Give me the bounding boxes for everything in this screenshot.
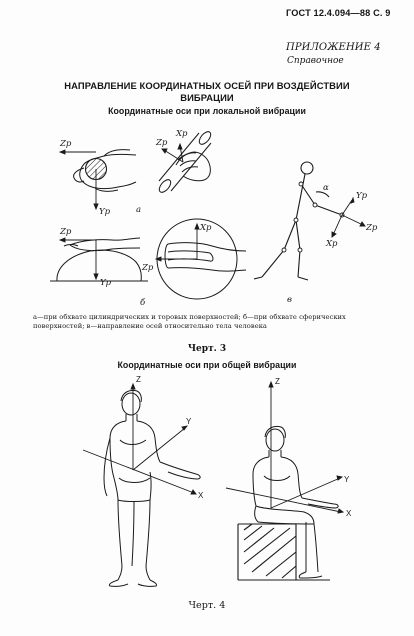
label-b: б: [140, 298, 146, 308]
label-zp-a1: Zр: [60, 139, 72, 149]
label-alpha: α: [323, 183, 329, 193]
label-x-standing: X: [198, 491, 204, 500]
label-zp-v: Zр: [366, 223, 378, 233]
figure-4-seated-axes: [226, 382, 343, 513]
label-zp-a2: Zр: [156, 138, 168, 148]
label-xp-v: Xр: [326, 239, 338, 249]
label-a: а: [136, 205, 142, 215]
label-zp-b1: Zр: [60, 227, 72, 237]
figure-3-label: Черт. 3: [187, 344, 227, 354]
label-y-seated: Y: [344, 475, 350, 484]
main-title: НАПРАВЛЕНИЕ КООРДИНАТНЫХ ОСЕЙ ПРИ ВОЗДЕЙСТВИИ ВИБРАЦИИ: [64, 80, 350, 103]
label-yp-a1: Yр: [99, 207, 111, 217]
label-yp-b1: Yр: [100, 278, 112, 288]
label-xp-a2: Xр: [176, 129, 188, 139]
local-vibration-title: Координатные оси при локальной вибрации: [108, 106, 306, 116]
label-z-seated: Z: [275, 377, 280, 386]
label-yp-v: Yр: [356, 191, 368, 201]
figure-3-caption: а—при обхвате цилиндрических и торовых поверхностей; б—при обхвате сферических поверхностей; в—направление осей относительно тела человека: [33, 313, 346, 330]
label-x-seated: X: [346, 509, 352, 518]
label-y-standing: Y: [186, 417, 192, 426]
label-zp-b2: Zр: [142, 263, 154, 273]
appendix-subtitle: Справочное: [287, 56, 344, 66]
label-xp-b2: Xр: [200, 223, 212, 233]
label-z-standing: Z: [136, 375, 141, 384]
label-v: в: [287, 295, 292, 305]
general-vibration-title: Координатные оси при общей вибрации: [117, 360, 297, 370]
appendix-title: ПРИЛОЖЕНИЕ 4: [286, 42, 381, 53]
document-header: ГОСТ 12.4.094—88 С. 9: [286, 8, 391, 18]
figure-4-label: Черт. 4: [188, 600, 226, 611]
